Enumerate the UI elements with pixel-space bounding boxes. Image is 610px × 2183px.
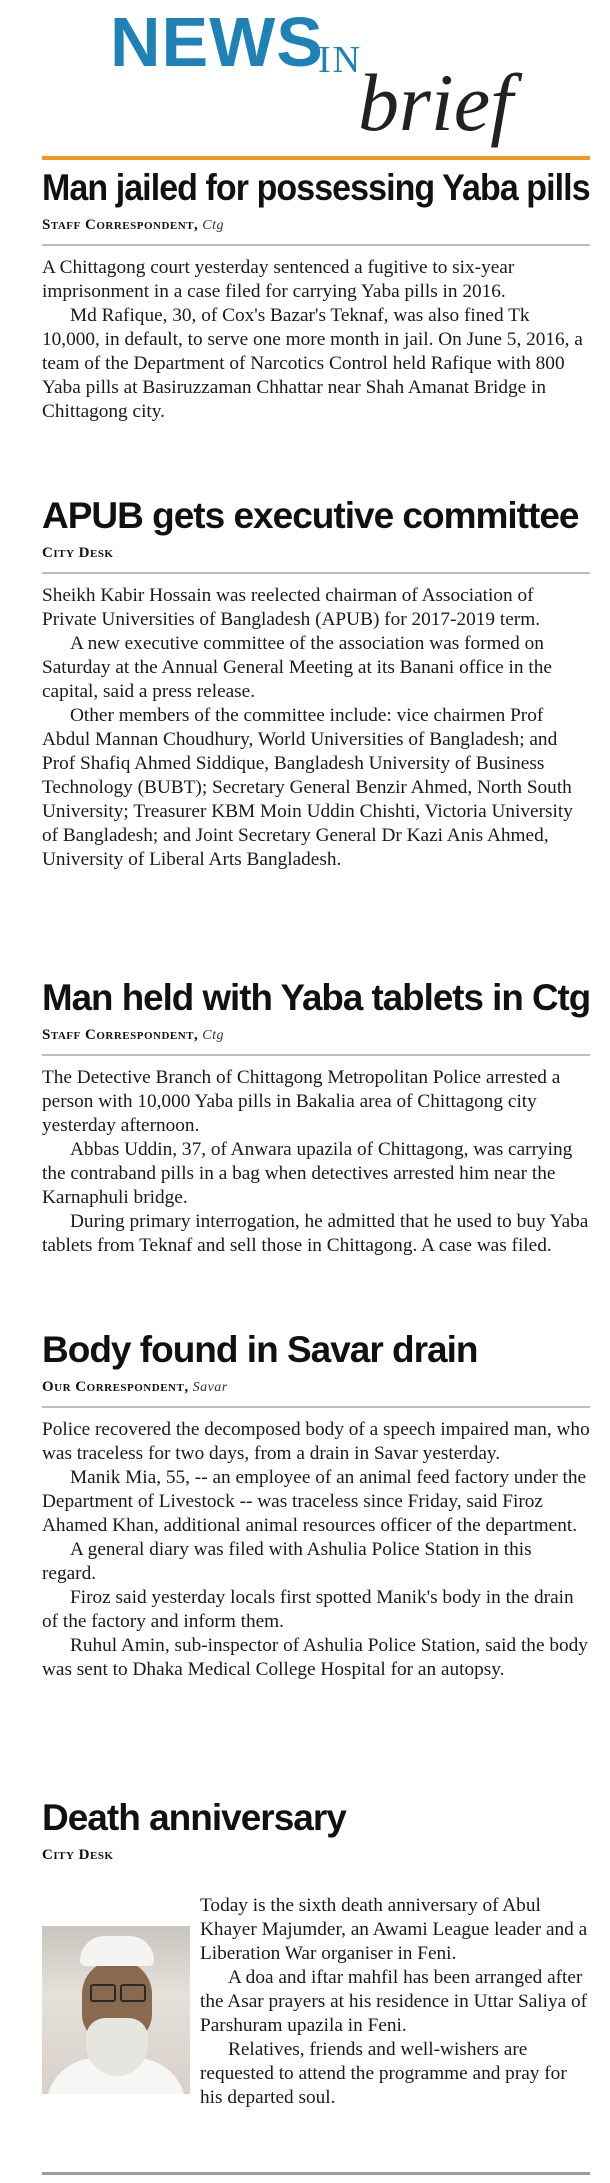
byline-author: City Desk (42, 545, 114, 561)
article-divider (42, 1054, 590, 1056)
byline-author: Our Correspondent, (42, 1379, 189, 1395)
byline-place: Savar (192, 1380, 228, 1395)
article-headline: Man jailed for possessing Yaba pills (42, 167, 590, 208)
article-paragraph: Sheikh Kabir Hossain was reelected chairman of Association of Private Universities of Bangladesh (APUB) for 2017-2019 term. (42, 585, 541, 630)
masthead-in: IN (318, 39, 363, 81)
article-man-jailed (42, 166, 590, 424)
article-paragraph: Police recovered the decomposed body of a speech impaired man, who was traceless for two days, from a drain in Savar yesterday. (42, 1419, 590, 1464)
article-paragraph: Relatives, friends and well-wishers are requested to attend the programme and pray for his departed soul. (200, 2039, 567, 2108)
article-man-held-yaba (42, 976, 590, 1258)
article-byline (42, 1374, 590, 1400)
bottom-divider (42, 2172, 590, 2175)
article-paragraph: Today is the sixth death anniversary of Abul Khayer Majumder, an Awami League leader and a Liberation War organiser in Feni. (200, 1895, 588, 1964)
article-divider (42, 572, 590, 574)
article-headline: Man held with Yaba tablets in Ctg (42, 977, 591, 1018)
article-paragraph: A Chittagong court yesterday sentenced a fugitive to six-year imprisonment in a case filed for carrying Yaba pills in 2016. (42, 257, 515, 302)
article-paragraph: Md Rafique, 30, of Cox's Bazar's Teknaf, was also fined Tk 10,000, in default, to serve one more month in jail. On June 5, 2016, a team of the Department of Narcotics Control held Rafique with 800 Yaba pills at Basiruzzaman Chhattar near Shah Amanat Bridge in Chittagong city. (42, 305, 583, 422)
article-paragraph: A doa and iftar mahfil has been arranged after the Asar prayers at his residence in Uttar Saliya of Parshuram upazila in Feni. (200, 1967, 588, 2036)
article-headline: Body found in Savar drain (42, 1329, 478, 1370)
article-paragraph: Ruhul Amin, sub-inspector of Ashulia Police Station, said the body was sent to Dhaka Medical College Hospital for an autopsy. (42, 1635, 588, 1680)
article-paragraph: Other members of the committee include: vice chairmen Prof Abdul Mannan Choudhury, World Universities of Bangladesh; and Prof Shafiq Ahmed Siddique, Bangladesh University of Business Technology (BUBT); Secretary General Benzir Ahmed, North South University; Treasurer KBM Moin Uddin Chishti, Victoria University of Bangladesh; and Joint Secretary General Dr Kazi Anis Ahmed, University of Liberal Arts Bangladesh. (42, 705, 573, 870)
article-body-savar (42, 1328, 590, 1682)
article-paragraph: During primary interrogation, he admitted that he used to buy Yaba tablets from Teknaf and sell those in Chittagong. A case was filed. (42, 1211, 589, 1256)
masthead (0, 0, 610, 150)
article-paragraph: A general diary was filed with Ashulia Police Station in this regard. (42, 1539, 532, 1584)
article-byline (42, 1842, 590, 1868)
portrait-photo (42, 1926, 190, 2094)
byline-author: Staff Correspondent, (42, 1027, 199, 1043)
masthead-news: NEWS (110, 3, 324, 81)
masthead-divider (42, 156, 590, 160)
article-headline: Death anniversary (42, 1797, 346, 1838)
article-divider (42, 1406, 590, 1408)
byline-place: Ctg (202, 218, 224, 233)
article-divider (42, 244, 590, 246)
article-byline (42, 1022, 590, 1048)
article-death-anniversary (42, 1796, 590, 2110)
article-paragraph: The Detective Branch of Chittagong Metropolitan Police arrested a person with 10,000 Yaba pills in Bakalia area of Chittagong city yesterday afternoon. (42, 1067, 561, 1136)
article-byline (42, 212, 590, 238)
byline-author: City Desk (42, 1847, 114, 1863)
article-headline: APUB gets executive committee (42, 495, 579, 536)
article-apub-committee (42, 494, 590, 872)
article-paragraph: Manik Mia, 55, -- an employee of an animal feed factory under the Department of Livestock -- was traceless since Friday, said Firoz Ahamed Khan, additional animal resources officer of the department. (42, 1467, 587, 1536)
article-paragraph: Abbas Uddin, 37, of Anwara upazila of Chittagong, was carrying the contraband pills in a bag when detectives arrested him near the Karnaphuli bridge. (42, 1139, 573, 1208)
masthead-brief: brief (358, 57, 513, 148)
byline-author: Staff Correspondent, (42, 217, 199, 233)
article-byline (42, 540, 590, 566)
article-paragraph: A new executive committee of the association was formed on Saturday at the Annual General Meeting at its Banani office in the capital, said a press release. (42, 633, 552, 702)
byline-place: Ctg (202, 1028, 224, 1043)
article-paragraph: Firoz said yesterday locals first spotted Manik's body in the drain of the factory and inform them. (42, 1587, 574, 1632)
